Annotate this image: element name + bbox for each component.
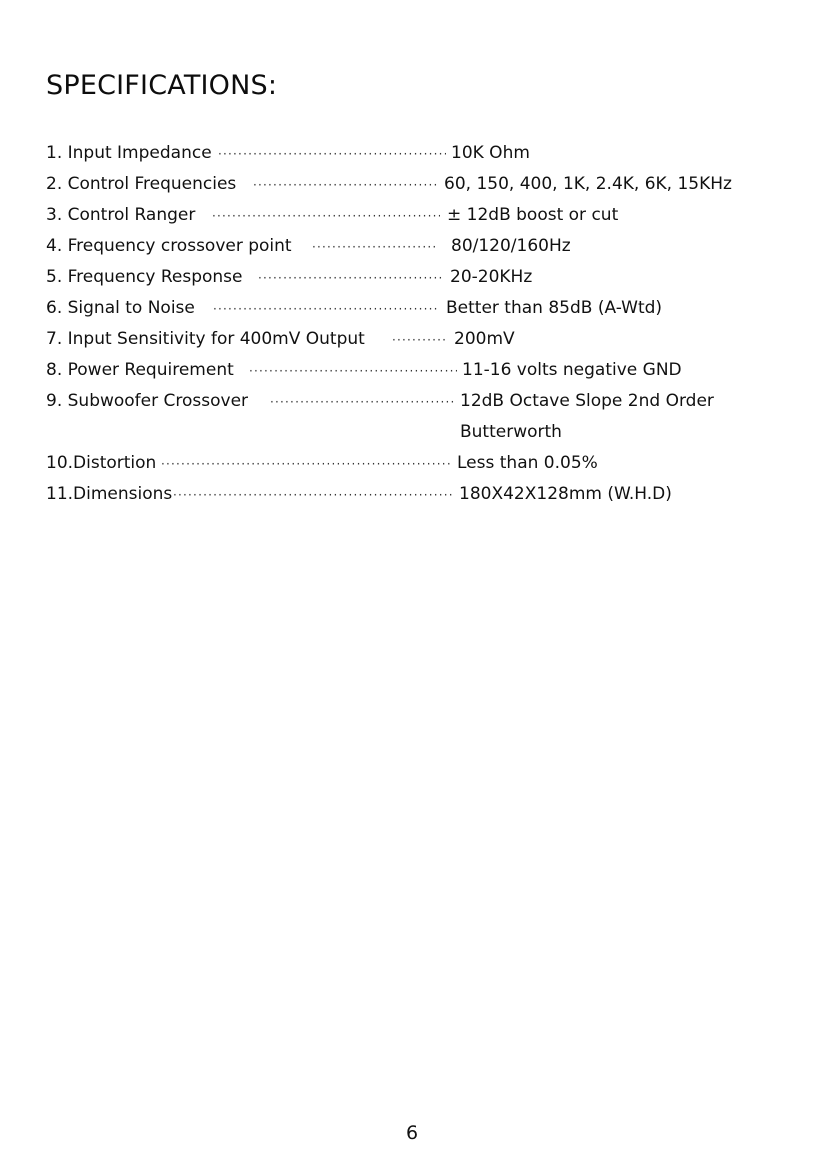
page-number: 6 xyxy=(405,1122,419,1144)
spec-row-power-requirement xyxy=(46,359,816,390)
dot-leader xyxy=(258,267,444,289)
spec-row-signal-to-noise xyxy=(46,297,816,328)
spec-label: 3. Control Ranger xyxy=(46,205,196,225)
dot-leader xyxy=(173,484,455,506)
spec-row-control-ranger xyxy=(46,204,816,235)
page-title: SPECIFICATIONS: xyxy=(46,70,278,101)
dot-leader xyxy=(249,360,457,382)
spec-row-control-frequencies xyxy=(46,173,816,204)
spec-value: 180X42X128mm (W.H.D) xyxy=(459,484,672,504)
spec-row-distortion xyxy=(46,452,816,483)
dot-leader xyxy=(212,205,440,227)
spec-value: 12dB Octave Slope 2nd Order xyxy=(460,391,714,411)
dot-leader xyxy=(392,329,448,351)
dot-leader xyxy=(161,453,453,475)
dot-leader xyxy=(270,391,456,413)
spec-label: 7. Input Sensitivity for 400mV Output xyxy=(46,329,365,349)
spec-label: 5. Frequency Response xyxy=(46,267,243,287)
spec-label: 11.Dimensions xyxy=(46,484,173,504)
dot-leader xyxy=(312,236,436,258)
spec-list xyxy=(46,142,816,514)
spec-row-frequency-response xyxy=(46,266,816,297)
spec-row-dimensions xyxy=(46,483,816,514)
spec-value: 60, 150, 400, 1K, 2.4K, 6K, 15KHz xyxy=(444,174,732,194)
spec-value: 11-16 volts negative GND xyxy=(462,360,682,380)
spec-label: 2. Control Frequencies xyxy=(46,174,237,194)
dot-leader xyxy=(218,143,446,165)
spec-value: Better than 85dB (A-Wtd) xyxy=(446,298,663,318)
spec-label: 10.Distortion xyxy=(46,453,157,473)
spec-value: 80/120/160Hz xyxy=(451,236,571,256)
spec-row-input-impedance xyxy=(46,142,816,173)
spec-label: 8. Power Requirement xyxy=(46,360,234,380)
spec-value: 20-20KHz xyxy=(450,267,533,287)
spec-value: ± 12dB boost or cut xyxy=(447,205,619,225)
spec-label: 1. Input Impedance xyxy=(46,143,212,163)
spec-label: 6. Signal to Noise xyxy=(46,298,195,318)
spec-row-frequency-crossover-point xyxy=(46,235,816,266)
spec-value: 10K Ohm xyxy=(451,143,530,163)
spec-label: 4. Frequency crossover point xyxy=(46,236,292,256)
spec-label: 9. Subwoofer Crossover xyxy=(46,391,249,411)
spec-row-input-sensitivity xyxy=(46,328,816,359)
spec-value: 200mV xyxy=(454,329,515,349)
dot-leader xyxy=(253,174,439,196)
spec-row-subwoofer-crossover xyxy=(46,390,816,452)
dot-leader xyxy=(213,298,439,320)
spec-value: Less than 0.05% xyxy=(457,453,598,473)
spec-value-continued: Butterworth xyxy=(460,422,562,442)
